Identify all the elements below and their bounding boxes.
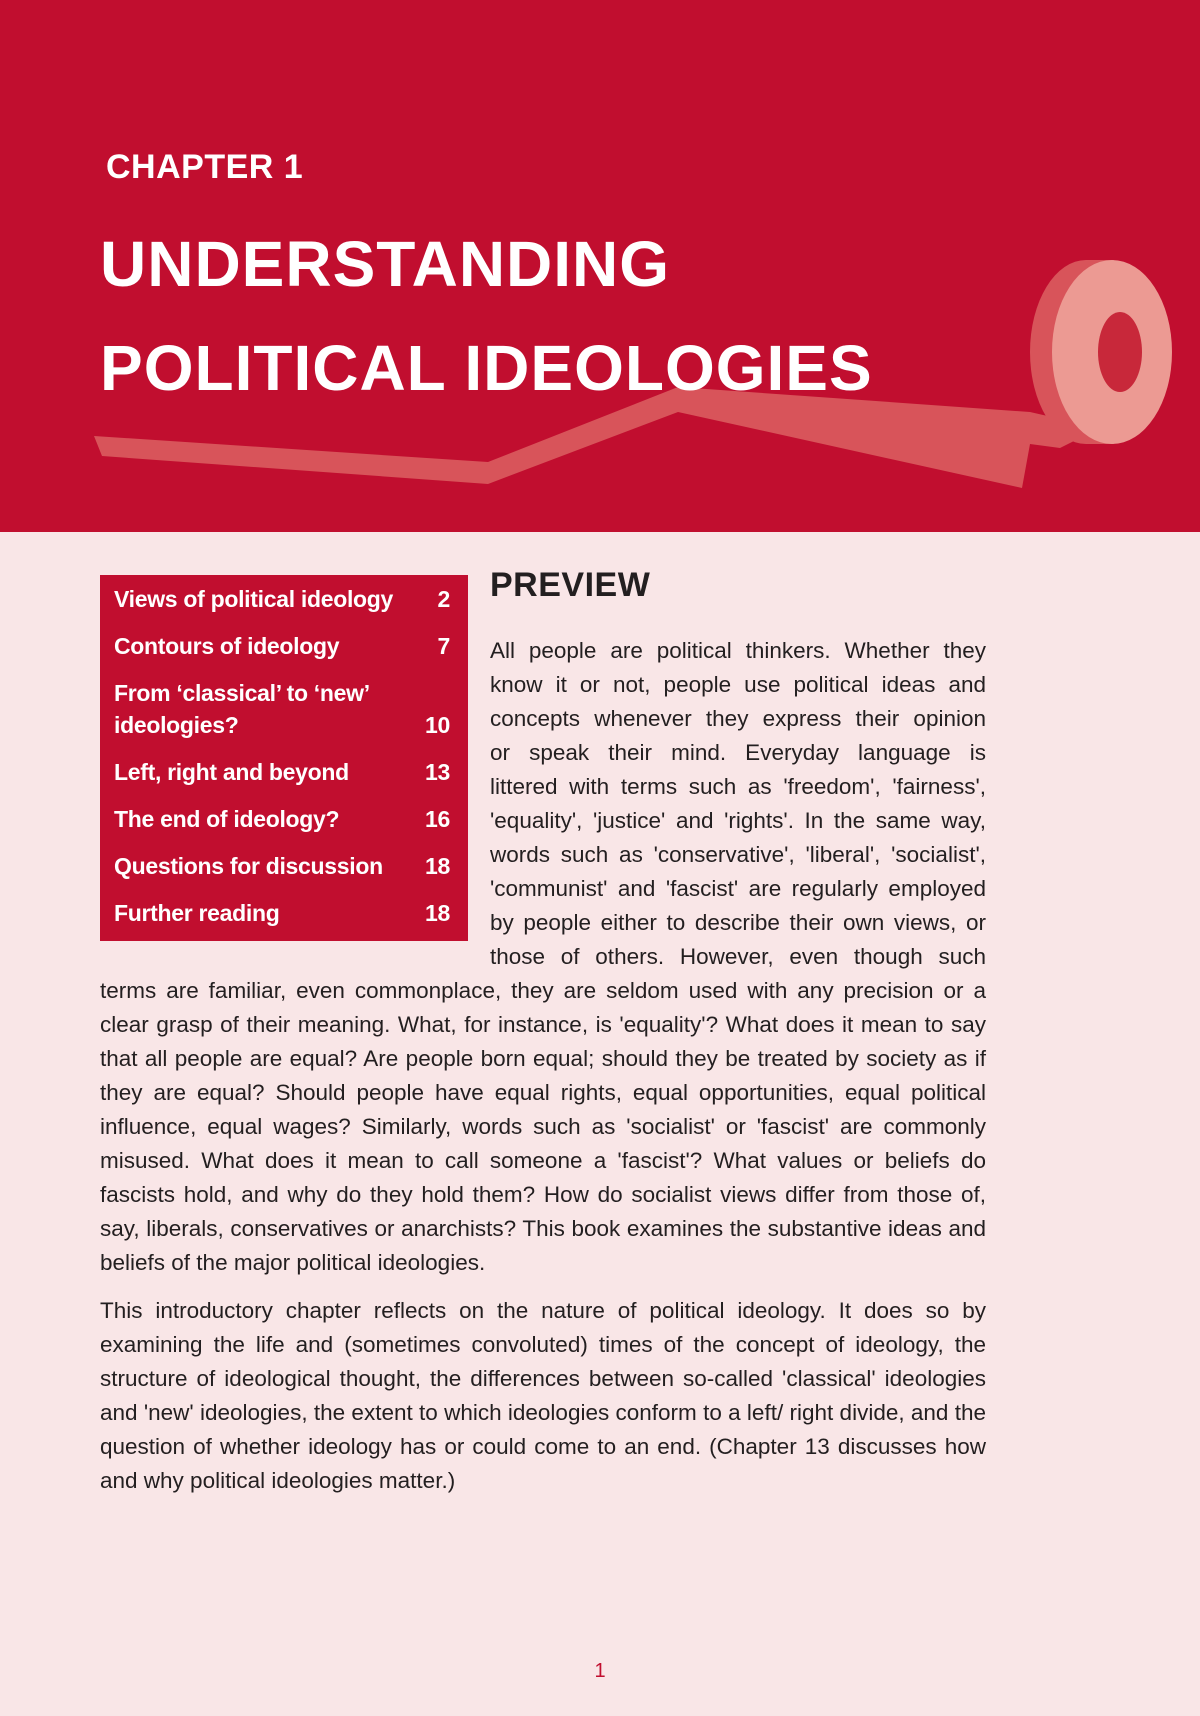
toc-item xyxy=(114,803,450,835)
toc-item-page: 16 xyxy=(425,806,450,832)
text-line: 'equality', 'justice' and 'rights'. In the same way, xyxy=(490,808,986,833)
toc-item xyxy=(114,583,450,615)
chapter-header-band xyxy=(0,0,1200,532)
page-number: 1 xyxy=(594,1660,606,1682)
toc-item xyxy=(114,677,450,741)
toc-item-page: 18 xyxy=(425,853,450,879)
toc-item-page: 7 xyxy=(437,633,450,659)
text-line: littered with terms such as 'freedom', 'fairness', xyxy=(490,774,986,799)
preview-heading: PREVIEW xyxy=(490,566,651,604)
toc-item-title: Questions for discussion xyxy=(114,853,383,879)
toc-item-page: 2 xyxy=(437,586,450,612)
chapter-contents-box xyxy=(100,575,468,941)
toc-item xyxy=(114,850,450,882)
text-line: 'communist' and 'fascist' are regularly employed xyxy=(490,876,986,901)
toc-item xyxy=(114,756,450,788)
text-line: those of others. However, even though such xyxy=(490,944,986,969)
toc-item xyxy=(114,897,450,929)
toc-item-page: 10 xyxy=(425,712,450,738)
toc-item-page: 13 xyxy=(425,759,450,785)
toc-item-page: 18 xyxy=(425,900,450,926)
preview-paragraph-2: This introductory chapter reflects on the nature of political ideology. It does so by examining the life and (sometimes convoluted) times of the concept of ideology, the structure of ideological thought, the differences between so-called 'classical' ideologies and 'new' ideologies, the extent to which ideologies conform to a left/ right divide, and the question of whether ideology has or could come to an end. (Chapter 13 discusses how and why political ideologies matter.) xyxy=(100,1298,986,1493)
text-line: by people either to describe their own views, or xyxy=(490,910,986,935)
chapter-title xyxy=(100,212,873,420)
toc-item xyxy=(114,630,450,662)
text-line: or speak their mind. Everyday language is xyxy=(490,740,986,765)
toc-item-title: Further reading xyxy=(114,900,280,926)
chapter-title-line-1: UNDERSTANDING xyxy=(100,228,671,300)
toc-item-title: From ‘classical’ to ‘new’ ideologies? xyxy=(114,680,369,738)
toc-item-title: Views of political ideology xyxy=(114,586,394,612)
toc-item-title: Contours of ideology xyxy=(114,633,340,659)
text-line: All people are political thinkers. Whether they xyxy=(490,638,986,663)
chapter-label: CHAPTER 1 xyxy=(106,148,304,186)
toc-item-title: The end of ideology? xyxy=(114,806,340,832)
text-line: concepts whenever they express their opinion xyxy=(490,706,986,731)
chapter-title-line-2: POLITICAL IDEOLOGIES xyxy=(100,332,873,404)
toc-item-title: Left, right and beyond xyxy=(114,759,349,785)
text-line: know it or not, people use political ideas and xyxy=(490,672,986,697)
text-line: words such as 'conservative', 'liberal', 'socialist', xyxy=(490,842,986,867)
preview-paragraph-1-start xyxy=(490,634,986,974)
roll-hole xyxy=(1098,312,1142,392)
preview-paragraph-1-continued: terms are familiar, even commonplace, they are seldom used with any precision or a clear grasp of their meaning. What, for instance, is 'equality'? What does it mean to say that all people are equal? Are people born equal; should they be treated by society as if they are equal? Should people have equal rights, equal opportunities, equal political influence, equal wages? Similarly, words such as 'socialist' or 'fascist' are commonly misused. What does it mean to call someone a 'fascist'? What values or beliefs do fascists hold, and why do they hold them? How do socialist views differ from those of, say, liberals, conservatives or anarchists? This book examines the substantive ideas and beliefs of the major political ideologies. xyxy=(100,978,986,1275)
